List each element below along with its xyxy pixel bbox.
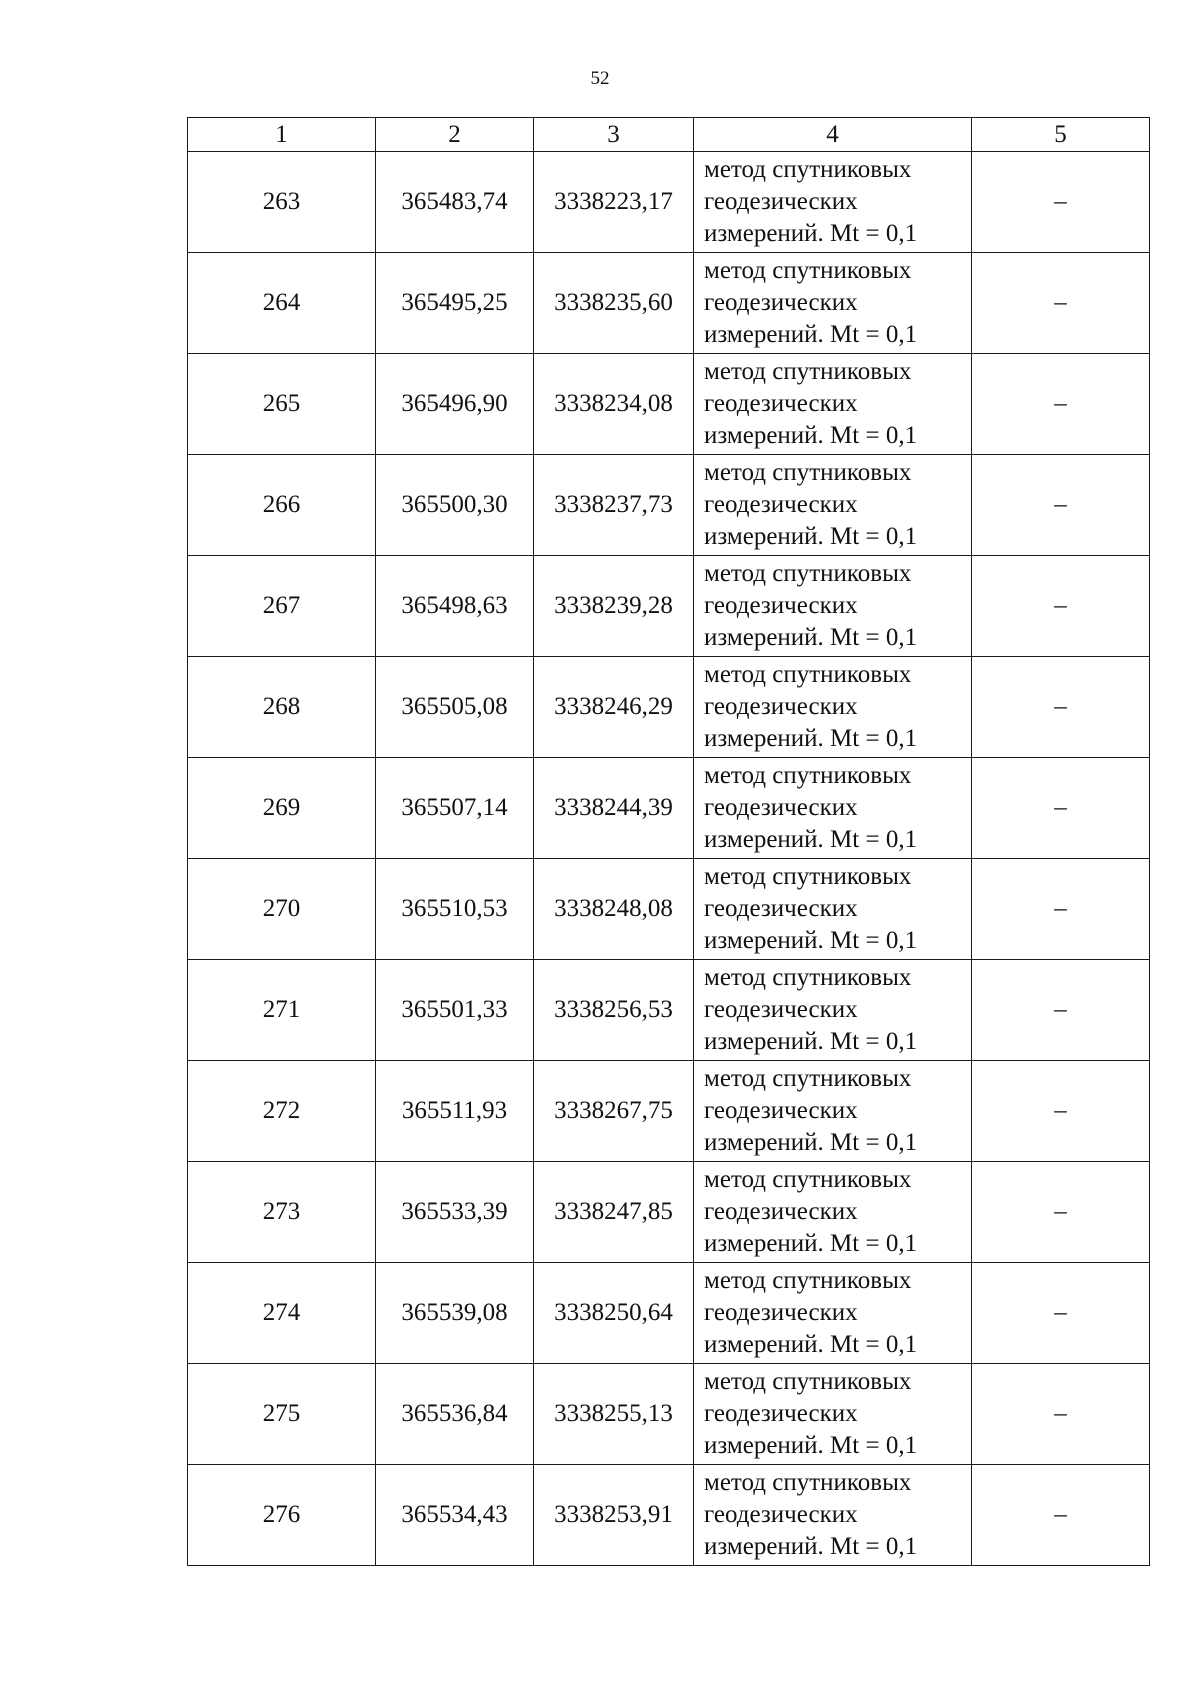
cell-note: – <box>972 1364 1150 1465</box>
cell-coordinate-y: 3338267,75 <box>534 1061 694 1162</box>
cell-method <box>694 1263 972 1364</box>
method-text-line: измерений. Mt = 0,1 <box>704 927 918 954</box>
cell-method <box>694 455 972 556</box>
method-text-line: метод спутниковых <box>704 863 912 890</box>
method-text-line: геодезических <box>704 693 858 720</box>
table-row <box>188 960 1150 1061</box>
cell-coordinate-y: 3338244,39 <box>534 758 694 859</box>
cell-coordinate-x: 365498,63 <box>376 556 534 657</box>
coordinates-table <box>187 117 1150 1566</box>
table-row <box>188 1465 1150 1566</box>
page-number: 52 <box>590 68 610 89</box>
cell-point-number: 271 <box>188 960 376 1061</box>
cell-method <box>694 1162 972 1263</box>
cell-method <box>694 960 972 1061</box>
cell-coordinate-x: 365501,33 <box>376 960 534 1061</box>
method-text-line: геодезических <box>704 1198 858 1225</box>
method-text-line: метод спутниковых <box>704 1065 912 1092</box>
cell-method <box>694 1465 972 1566</box>
method-text-line: метод спутниковых <box>704 358 912 385</box>
cell-method <box>694 1364 972 1465</box>
cell-coordinate-x: 365534,43 <box>376 1465 534 1566</box>
table-row <box>188 657 1150 758</box>
method-text-line: метод спутниковых <box>704 1368 912 1395</box>
header-col-5: 5 <box>972 118 1150 152</box>
table-row <box>188 556 1150 657</box>
cell-coordinate-y: 3338253,91 <box>534 1465 694 1566</box>
cell-note: – <box>972 1162 1150 1263</box>
method-text-line: метод спутниковых <box>704 1166 912 1193</box>
method-text-line: геодезических <box>704 390 858 417</box>
cell-coordinate-x: 365536,84 <box>376 1364 534 1465</box>
cell-coordinate-x: 365500,30 <box>376 455 534 556</box>
cell-coordinate-y: 3338246,29 <box>534 657 694 758</box>
cell-note: – <box>972 354 1150 455</box>
cell-note: – <box>972 859 1150 960</box>
cell-coordinate-x: 365510,53 <box>376 859 534 960</box>
header-col-1: 1 <box>188 118 376 152</box>
method-text-line: геодезических <box>704 794 858 821</box>
cell-method <box>694 1061 972 1162</box>
cell-point-number: 272 <box>188 1061 376 1162</box>
cell-coordinate-x: 365539,08 <box>376 1263 534 1364</box>
method-text-line: измерений. Mt = 0,1 <box>704 321 918 348</box>
method-text-line: метод спутниковых <box>704 459 912 486</box>
method-text-line: геодезических <box>704 592 858 619</box>
method-text-line: геодезических <box>704 289 858 316</box>
cell-note: – <box>972 1263 1150 1364</box>
header-col-4: 4 <box>694 118 972 152</box>
cell-point-number: 267 <box>188 556 376 657</box>
table-row <box>188 354 1150 455</box>
cell-note: – <box>972 1465 1150 1566</box>
method-text-line: измерений. Mt = 0,1 <box>704 826 918 853</box>
cell-point-number: 266 <box>188 455 376 556</box>
method-text-line: геодезических <box>704 1400 858 1427</box>
method-text-line: измерений. Mt = 0,1 <box>704 523 918 550</box>
method-text-line: метод спутниковых <box>704 1267 912 1294</box>
method-text-line: метод спутниковых <box>704 156 912 183</box>
coordinates-table-container <box>187 117 1149 1566</box>
cell-method <box>694 859 972 960</box>
method-text-line: измерений. Mt = 0,1 <box>704 1129 918 1156</box>
method-text-line: метод спутниковых <box>704 762 912 789</box>
cell-point-number: 270 <box>188 859 376 960</box>
cell-coordinate-y: 3338223,17 <box>534 152 694 253</box>
method-text-line: измерений. Mt = 0,1 <box>704 422 918 449</box>
table-row <box>188 152 1150 253</box>
cell-coordinate-x: 365533,39 <box>376 1162 534 1263</box>
method-text-line: геодезических <box>704 1097 858 1124</box>
cell-note: – <box>972 657 1150 758</box>
cell-point-number: 269 <box>188 758 376 859</box>
cell-method <box>694 253 972 354</box>
method-text-line: геодезических <box>704 895 858 922</box>
cell-coordinate-y: 3338255,13 <box>534 1364 694 1465</box>
cell-point-number: 264 <box>188 253 376 354</box>
cell-note: – <box>972 1061 1150 1162</box>
cell-coordinate-y: 3338250,64 <box>534 1263 694 1364</box>
method-text-line: измерений. Mt = 0,1 <box>704 725 918 752</box>
table-row <box>188 1263 1150 1364</box>
cell-coordinate-y: 3338248,08 <box>534 859 694 960</box>
table-row <box>188 1162 1150 1263</box>
cell-point-number: 273 <box>188 1162 376 1263</box>
method-text-line: измерений. Mt = 0,1 <box>704 220 918 247</box>
table-row <box>188 859 1150 960</box>
cell-note: – <box>972 960 1150 1061</box>
header-row <box>188 118 1150 152</box>
cell-point-number: 268 <box>188 657 376 758</box>
cell-coordinate-y: 3338235,60 <box>534 253 694 354</box>
cell-note: – <box>972 556 1150 657</box>
method-text-line: геодезических <box>704 188 858 215</box>
table-header <box>188 118 1150 152</box>
method-text-line: метод спутниковых <box>704 661 912 688</box>
method-text-line: измерений. Mt = 0,1 <box>704 1028 918 1055</box>
cell-coordinate-y: 3338256,53 <box>534 960 694 1061</box>
method-text-line: метод спутниковых <box>704 560 912 587</box>
method-text-line: геодезических <box>704 491 858 518</box>
method-text-line: метод спутниковых <box>704 1469 912 1496</box>
cell-coordinate-x: 365483,74 <box>376 152 534 253</box>
method-text-line: измерений. Mt = 0,1 <box>704 1533 918 1560</box>
cell-coordinate-x: 365495,25 <box>376 253 534 354</box>
cell-point-number: 263 <box>188 152 376 253</box>
cell-point-number: 274 <box>188 1263 376 1364</box>
cell-coordinate-y: 3338247,85 <box>534 1162 694 1263</box>
table-row <box>188 1364 1150 1465</box>
cell-note: – <box>972 152 1150 253</box>
cell-coordinate-x: 365505,08 <box>376 657 534 758</box>
table-row <box>188 1061 1150 1162</box>
cell-coordinate-y: 3338234,08 <box>534 354 694 455</box>
cell-coordinate-y: 3338237,73 <box>534 455 694 556</box>
method-text-line: измерений. Mt = 0,1 <box>704 1432 918 1459</box>
cell-note: – <box>972 758 1150 859</box>
method-text-line: геодезических <box>704 1299 858 1326</box>
cell-method <box>694 354 972 455</box>
method-text-line: измерений. Mt = 0,1 <box>704 624 918 651</box>
cell-coordinate-x: 365496,90 <box>376 354 534 455</box>
cell-method <box>694 657 972 758</box>
cell-method <box>694 758 972 859</box>
method-text-line: измерений. Mt = 0,1 <box>704 1230 918 1257</box>
cell-coordinate-y: 3338239,28 <box>534 556 694 657</box>
table-row <box>188 455 1150 556</box>
cell-point-number: 276 <box>188 1465 376 1566</box>
table-row <box>188 758 1150 859</box>
method-text-line: измерений. Mt = 0,1 <box>704 1331 918 1358</box>
cell-coordinate-x: 365511,93 <box>376 1061 534 1162</box>
header-col-2: 2 <box>376 118 534 152</box>
method-text-line: геодезических <box>704 996 858 1023</box>
cell-point-number: 265 <box>188 354 376 455</box>
cell-coordinate-x: 365507,14 <box>376 758 534 859</box>
table-row <box>188 253 1150 354</box>
method-text-line: метод спутниковых <box>704 964 912 991</box>
header-col-3: 3 <box>534 118 694 152</box>
method-text-line: геодезических <box>704 1501 858 1528</box>
cell-point-number: 275 <box>188 1364 376 1465</box>
cell-method <box>694 556 972 657</box>
cell-note: – <box>972 253 1150 354</box>
method-text-line: метод спутниковых <box>704 257 912 284</box>
cell-method <box>694 152 972 253</box>
cell-note: – <box>972 455 1150 556</box>
table-body <box>188 152 1150 1566</box>
